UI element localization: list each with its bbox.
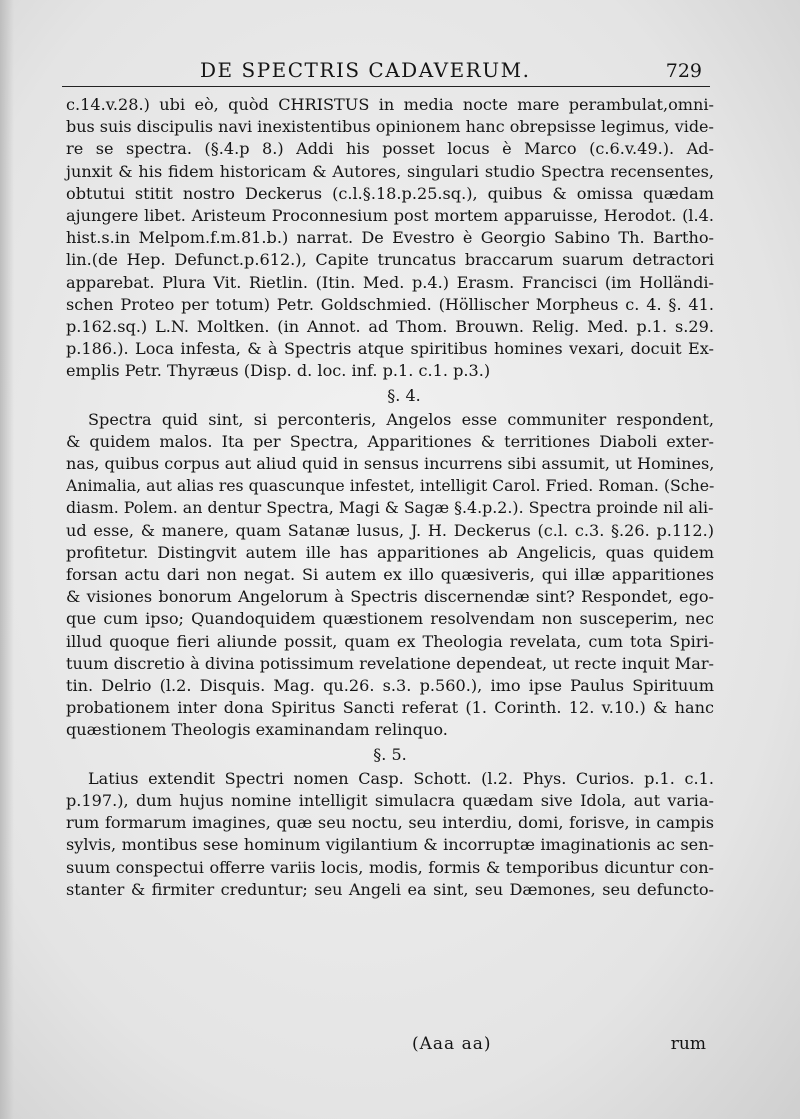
text-line: nas, quibus corpus aut aliud quid in sensus incurrens sibi assumit, ut Homines, bbox=[66, 454, 715, 474]
text-line: lin.(de Hep. Defunct.p.612.), Capite truncatus braccarum suarum detractori bbox=[66, 250, 714, 270]
text-line: & quidem malos. Ita per Spectra, Apparitiones & territiones Diaboli exter- bbox=[66, 431, 714, 451]
text-line: p.197.), dum hujus nomine intelligit simulacra quædam sive Idola, aut varia- bbox=[66, 790, 714, 810]
text-line: profitetur. Distingvit autem ille has apparitiones ab Angelicis, quas quidem bbox=[66, 542, 714, 562]
text-line: Animalia, aut alias res quascunque infestet, intelligit Carol. Fried. Roman. (Sche- bbox=[66, 476, 715, 496]
text-line: schen Proteo per totum) Petr. Goldschmied. (Höllischer Morpheus c. 4. §. 41. bbox=[66, 294, 714, 314]
text-line: apparebat. Plura Vit. Rietlin. (Itin. Med. p.4.) Erasm. Francisci (im Holländi- bbox=[66, 272, 714, 292]
text-line: tin. Delrio (l.2. Disquis. Mag. qu.26. s.3. p.560.), imo ipse Paulus Spirituum bbox=[66, 676, 714, 696]
text-line: que cum ipso; Quandoquidem quæstionem resolvendam non susceperim, nec bbox=[66, 609, 714, 629]
text-line: obtutui stitit nostro Deckerus (c.l.§.18.p.25.sq.), quibus & omissa quædam bbox=[66, 183, 714, 203]
catchword: rum bbox=[670, 1034, 706, 1054]
page-edge-shadow bbox=[0, 0, 14, 1119]
paragraph-section-4 bbox=[66, 409, 714, 742]
running-header bbox=[60, 58, 712, 88]
text-line: probationem inter dona Spiritus Sancti referat (1. Corinth. 12. v.10.) & hanc bbox=[66, 698, 714, 718]
page-footer bbox=[62, 1034, 710, 1060]
text-line: suum conspectui offerre variis locis, modis, formis & temporibus dicuntur con- bbox=[66, 857, 714, 877]
paragraph-continued bbox=[66, 94, 714, 383]
text-line: quæstionem Theologis examinandam relinquo. bbox=[66, 720, 448, 740]
text-line: tuum discretio à divina potissimum revelatione dependeat, ut recte inquit Mar- bbox=[66, 653, 714, 673]
text-line: c.14.v.28.) ubi eò, quòd CHRISTUS in media nocte mare perambulat,omni- bbox=[66, 95, 714, 114]
section-heading-4: §. 4. bbox=[387, 385, 421, 405]
paragraph-section-5 bbox=[66, 768, 714, 901]
text-line: p.186.). Loca infesta, & à Spectris atque spiritibus homines vexari, docuit Ex- bbox=[66, 339, 714, 359]
text-line: re se spectra. (§.4.p 8.) Addi his posset locus è Marco (c.6.v.49.). Ad- bbox=[66, 139, 714, 159]
text-line: illud quoque fieri aliunde possit, quam ex Theologia revelata, cum tota Spiri- bbox=[66, 631, 714, 651]
text-line: ud esse, & manere, quam Satanæ lusus, J. H. Deckerus (c.l. c.3. §.26. p.112.) bbox=[66, 520, 714, 540]
page-body bbox=[66, 94, 714, 901]
text-line: Spectra quid sint, si perconteris, Angelos esse communiter respondent, bbox=[88, 409, 714, 429]
text-line: p.162.sq.) L.N. Moltken. (in Annot. ad Thom. Brouwn. Relig. Med. p.1. s.29. bbox=[66, 317, 714, 337]
running-title: DE SPECTRIS CADAVERUM. bbox=[200, 58, 531, 82]
signature-mark: (Aaa aa) bbox=[412, 1034, 492, 1054]
text-line: emplis Petr. Thyræus (Disp. d. loc. inf. p.1. c.1. p.3.) bbox=[66, 361, 491, 381]
text-line: diasm. Polem. an dentur Spectra, Magi & Sagæ §.4.p.2.). Spectra proinde nil ali- bbox=[66, 498, 714, 518]
text-line: forsan actu dari non negat. Si autem ex illo quæsiveris, qui illæ apparitiones bbox=[66, 565, 714, 585]
section-heading-5: §. 5. bbox=[373, 744, 407, 764]
page-number: 729 bbox=[665, 60, 702, 82]
text-line: stanter & firmiter creduntur; seu Angeli ea sint, seu Dæmones, seu defuncto- bbox=[66, 879, 714, 899]
text-line: bus suis discipulis navi inexistentibus opinionem hanc obrepsisse legimus, vide- bbox=[66, 117, 714, 137]
text-line: hist.s.in Melpom.f.m.81.b.) narrat. De Evestro è Georgio Sabino Th. Bartho- bbox=[66, 228, 714, 248]
header-rule bbox=[62, 86, 710, 87]
text-line: Latius extendit Spectri nomen Casp. Schott. (l.2. Phys. Curios. p.1. c.1. bbox=[88, 768, 714, 788]
text-line: junxit & his fidem historicam & Autores, singulari studio Spectra recensentes, bbox=[66, 161, 714, 181]
text-line: & visiones bonorum Angelorum à Spectris discernendæ sint? Respondet, ego- bbox=[66, 587, 714, 607]
text-line: rum formarum imagines, quæ seu noctu, seu interdiu, domi, forisve, in campis bbox=[66, 813, 714, 833]
text-line: sylvis, montibus sese hominum vigilantium & incorruptæ imaginationis ac sen- bbox=[66, 835, 714, 855]
text-line: ajungere libet. Aristeum Proconnesium post mortem apparuisse, Herodot. (l.4. bbox=[66, 206, 714, 226]
